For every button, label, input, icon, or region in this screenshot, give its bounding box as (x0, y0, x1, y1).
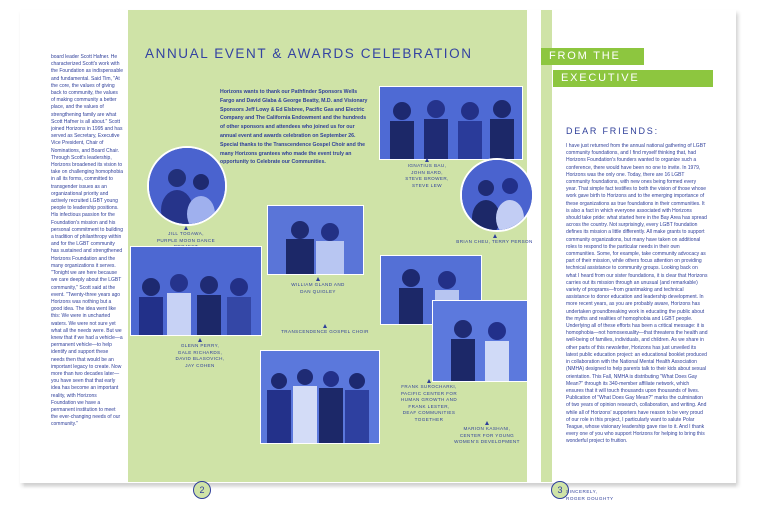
photo-ignatius-group (379, 86, 523, 160)
photo-brian-figures (462, 160, 532, 230)
exec-heading-line-2: EXECUTIVE DIRECTOR (553, 70, 713, 87)
signoff-text: SINCERELY, (566, 489, 598, 494)
page-number-left: 2 (193, 481, 211, 499)
photo-brian-terry (460, 158, 534, 232)
photo-jill-togawa (147, 146, 227, 226)
caption-marion: MARION KASHANI, CENTER FOR YOUNG WOMEN'S DEVELOPMENT (452, 421, 522, 446)
photo-marion-figures (433, 301, 527, 381)
photo-gospel-choir (260, 350, 380, 444)
right-green-strip (541, 10, 552, 482)
letter-salutation: DEAR FRIENDS: (566, 126, 659, 136)
page-title: ANNUAL EVENT & AWARDS CELEBRATION (145, 46, 473, 61)
photo-jill-figures (149, 148, 225, 224)
caption-glenn: GLENN PERRY, GALE RICHARDS, DAVID BLASOVICH, JAY COHEN (160, 338, 240, 369)
page-number-right: 3 (551, 481, 569, 499)
caption-brian: BRIAN CHEU, TERRY PERSON (452, 234, 537, 246)
caption-transcendence: TRANSCENDENCE GOSPEL CHOIR (270, 324, 380, 336)
caption-ignatius: IGNATIUS BAU, JOHN BARD, STEVE BROWER, STEVE LEW (392, 158, 462, 189)
photo-ignatius-figures (380, 87, 522, 159)
photo-glenn-group (130, 246, 262, 336)
photo-marion (432, 300, 528, 382)
exec-heading-line-1: FROM THE (541, 48, 644, 65)
photo-choir-figures (261, 351, 379, 443)
photo-william-figures (268, 206, 363, 274)
intro-paragraph: Horizons wants to thank our Pathfinder Sponsors Wells Fargo and David Glaba & George Beatty, M.D. and Visionary Sponsors Jeff Lowy & Ed Elsbree, Pacific Gas and Electric Company and The California Endowment and the hundreds of other sponsors and attendees who joined us for our annual event and awards celebration on September 26. Special thanks to the Transcendence Gospel Choir and the many Horizons grantees who made the event truly an opportunity to Celebrate our Communities. (220, 89, 368, 166)
letter-signoff (566, 488, 614, 502)
photo-glenn-figures (131, 247, 261, 335)
caption-william: WILLIAM GLAND AND DAN QUIGLEY (283, 277, 353, 295)
signer-name: ROGER DOUGHTY (566, 496, 614, 501)
caption-frank: FRANK SUROCHARKI, PACIFIC CENTER FOR HUMAN GROWTH AND FRANK LESTER, DEAF COMMUNITIES TOGETHER (392, 379, 466, 424)
photo-william-dan (267, 205, 364, 275)
left-column-text: board leader Scott Hafner. He characterized Scott's work with the Foundation as indispensable and fundamental. Said Tim, "At the core, the values of giving back to community, the values of making community a better place, and the values of strengthening family are what Scott Hafner is all about." Scott joined Horizons in 1995 and has served as Secretary, Executive Vice President, Chair of Nominations, and Board Chair. Through Scott's leadership, Horizons broadened its vision to take on challenging homophobia in all its forms, committed to transgender issues as an organizational priority and actively recruited LGBT young people to leadership positions. His infectious passion for the Foundation's mission and his personal commitment to building a tradition of philanthropy within and for the LGBT community has sustained and strengthened Horizons Foundation and the many organizations it serves. "Tonight we are here because we care deeply about the LGBT community," Scott said at the event. "Twenty-three years ago Horizons was nothing but a good idea. The idea went like this: We were in uncharted waters. We were not sure yet what all the needs were. But we knew that if we had a vehicle—a permanent vehicle—to help identify and support these needs then that would be an important legacy to create. Now more than two decades later—you have seen that that early idea has become an important reality, with Horizons Foundation we have a permanent institution to meet the ever-changing needs of our community." (51, 54, 123, 428)
caption-jill: JILL TOGAWA, PURPLE MOON DANCE (150, 226, 222, 251)
letter-body: I have just returned from the annual national gathering of LGBT community foundations, and I find myself thinking that, had Horizons Foundation's founders wanted to organize such a conference, there would have been no one to invite. In 1979, Horizons was the only one. Today, there are 16 LGBT community foundations, with new ones being formed every year. That simple fact testifies to both the vision of those whose work gave birth to Horizons and to the emerging importance of these organizations as true foundations in their communities. It is also a fact in which everyone associated with Horizons should take pride: what started here in the Bay Area has spread across the country. Not surprisingly, every LGBT foundation defines its mission a little differently. All make grants to support community organizations, but many have taken on additional roles to respond to the particular needs in their own communities. Some, for example, take community advocacy as part of their mission, while others focus attention on providing technical assistance to community groups. Looking back on what I heard from our sister foundations, it is clear that Horizons carries out its mission through an unusual (and remarkable) variety of programs—from grantmaking and technical assistance to donor education and leadership development. In more recent years, as you are probably aware, Horizons has undertaken groundbreaking work in educating the public about the myths and realities of homophobia and LGBT people. Underlying all of these efforts has been a critical message: it is homophobia—not homosexuality—that threatens the health and well-being of families, individuals, and children. As we share in other parts of this newsletter, Horizons has just unveiled its latest public education project: an educational booklet produced in collaboration with the National Mental Health Association (NMHA) designed to help parents talk to their kids about sexual orientation. This Fall, NMHA is distributing "What Does Gay Mean?" through its 340-member affiliate network, which ensures that it will touch thousands upon thousands of lives. Publication of "What Does Gay Mean?" marks the culmination of two years of opinion research, collaboration, and writing. And while all of Horizons' supporters have reason to be very proud of our role in this project, I particularly want to salute Polar Teague, whose visionary leadership gave rise to it. And I thank every one of you who support Horizons for helping to bring this wonderful project to fruition. (566, 143, 708, 445)
